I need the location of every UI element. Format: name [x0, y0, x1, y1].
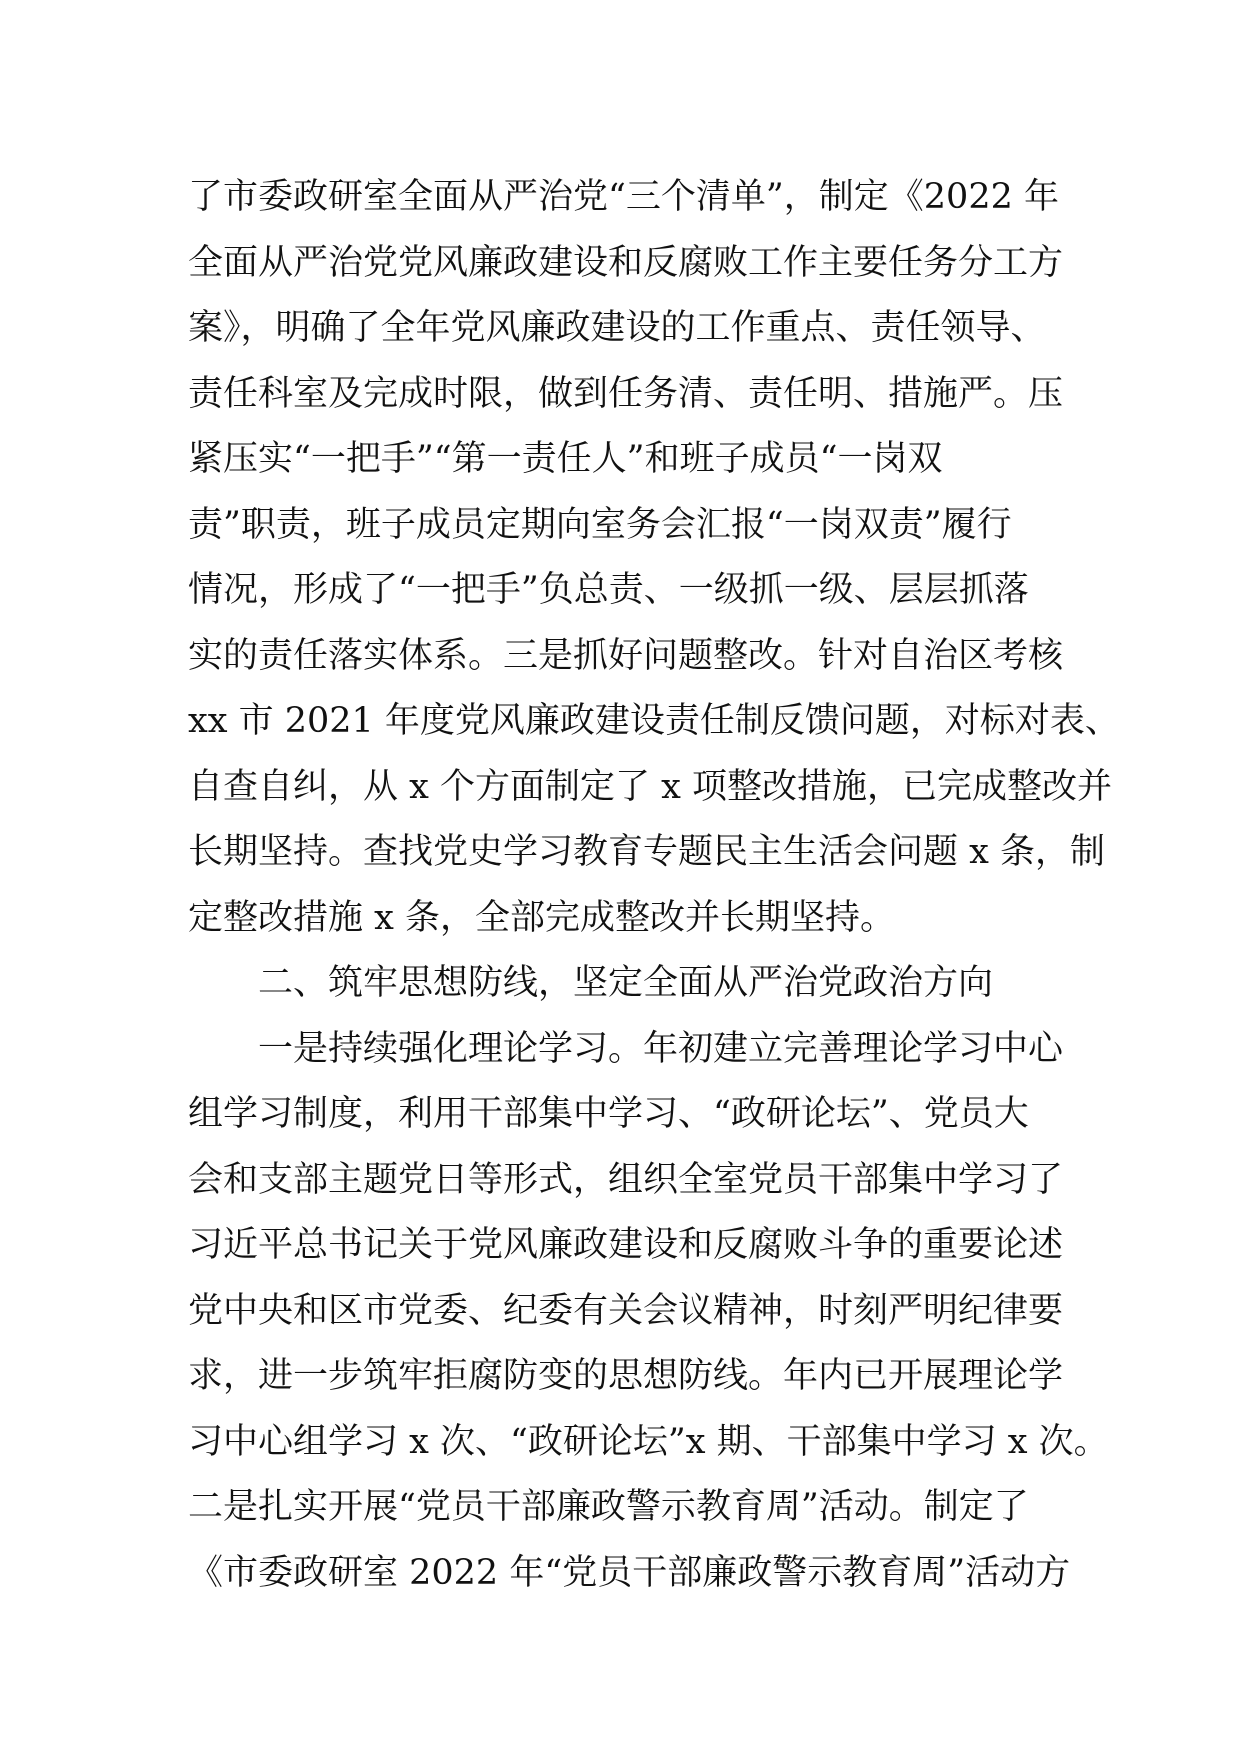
section-heading: 二、筑牢思想防线，坚定全面从严治党政治方向	[258, 963, 994, 1003]
text-line: 二是扎实开展“党员干部廉政警示教育周”活动。制定了	[188, 1487, 1029, 1527]
text-line: 习中心组学习 x 次、“政研论坛”x 期、干部集中学习 x 次。	[188, 1421, 1109, 1462]
text-line: 实的责任落实体系。三是抓好问题整改。针对自治区考核	[188, 635, 1064, 676]
text-line: 党中央和区市党委、纪委有关会议精神，时刻严明纪律要	[188, 1290, 1064, 1331]
text-line: 长期坚持。查找党史学习教育专题民主生活会问题 x 条，制	[188, 832, 1105, 872]
text-line: 了市委政研室全面从严治党“三个清单”，制定《2022 年	[188, 177, 1059, 217]
text-line: 一是持续强化理论学习。年初建立完善理论学习中心	[258, 1028, 1064, 1069]
text-line: 责”职责，班子成员定期向室务会汇报“一岗双责”履行	[188, 504, 1012, 545]
text-line: 会和支部主题党日等形式，组织全室党员干部集中学习了	[188, 1159, 1064, 1200]
text-line: 情况，形成了“一把手”负总责、一级抓一级、层层抓落	[188, 570, 1029, 610]
text-line: 定整改措施 x 条，全部完成整改并长期坚持。	[188, 897, 895, 938]
text-line: 求，进一步筑牢拒腐防变的思想防线。年内已开展理论学	[188, 1356, 1064, 1396]
text-line: xx 市 2021 年度党风廉政建设责任制反馈问题，对标对表、	[188, 701, 1120, 741]
text-line: 紧压实“一把手”“第一责任人”和班子成员“一岗双	[188, 439, 943, 479]
text-line: 责任科室及完成时限，做到任务清、责任明、措施严。压	[188, 373, 1064, 414]
text-line: 案》，明确了全年党风廉政建设的工作重点、责任领导、	[188, 308, 1046, 348]
text-line: 全面从严治党党风廉政建设和反腐败工作主要任务分工方	[188, 242, 1064, 283]
text-line: 自查自纠，从 x 个方面制定了 x 项整改措施，已完成整改并	[188, 766, 1112, 807]
text-line: 组学习制度，利用干部集中学习、“政研论坛”、党员大	[188, 1094, 1029, 1134]
text-line: 《市委政研室 2022 年“党员干部廉政警示教育周”活动方	[188, 1552, 1071, 1593]
body-text	[188, 165, 1120, 1606]
text-line: 习近平总书记关于党风廉政建设和反腐败斗争的重要论述	[188, 1225, 1064, 1265]
